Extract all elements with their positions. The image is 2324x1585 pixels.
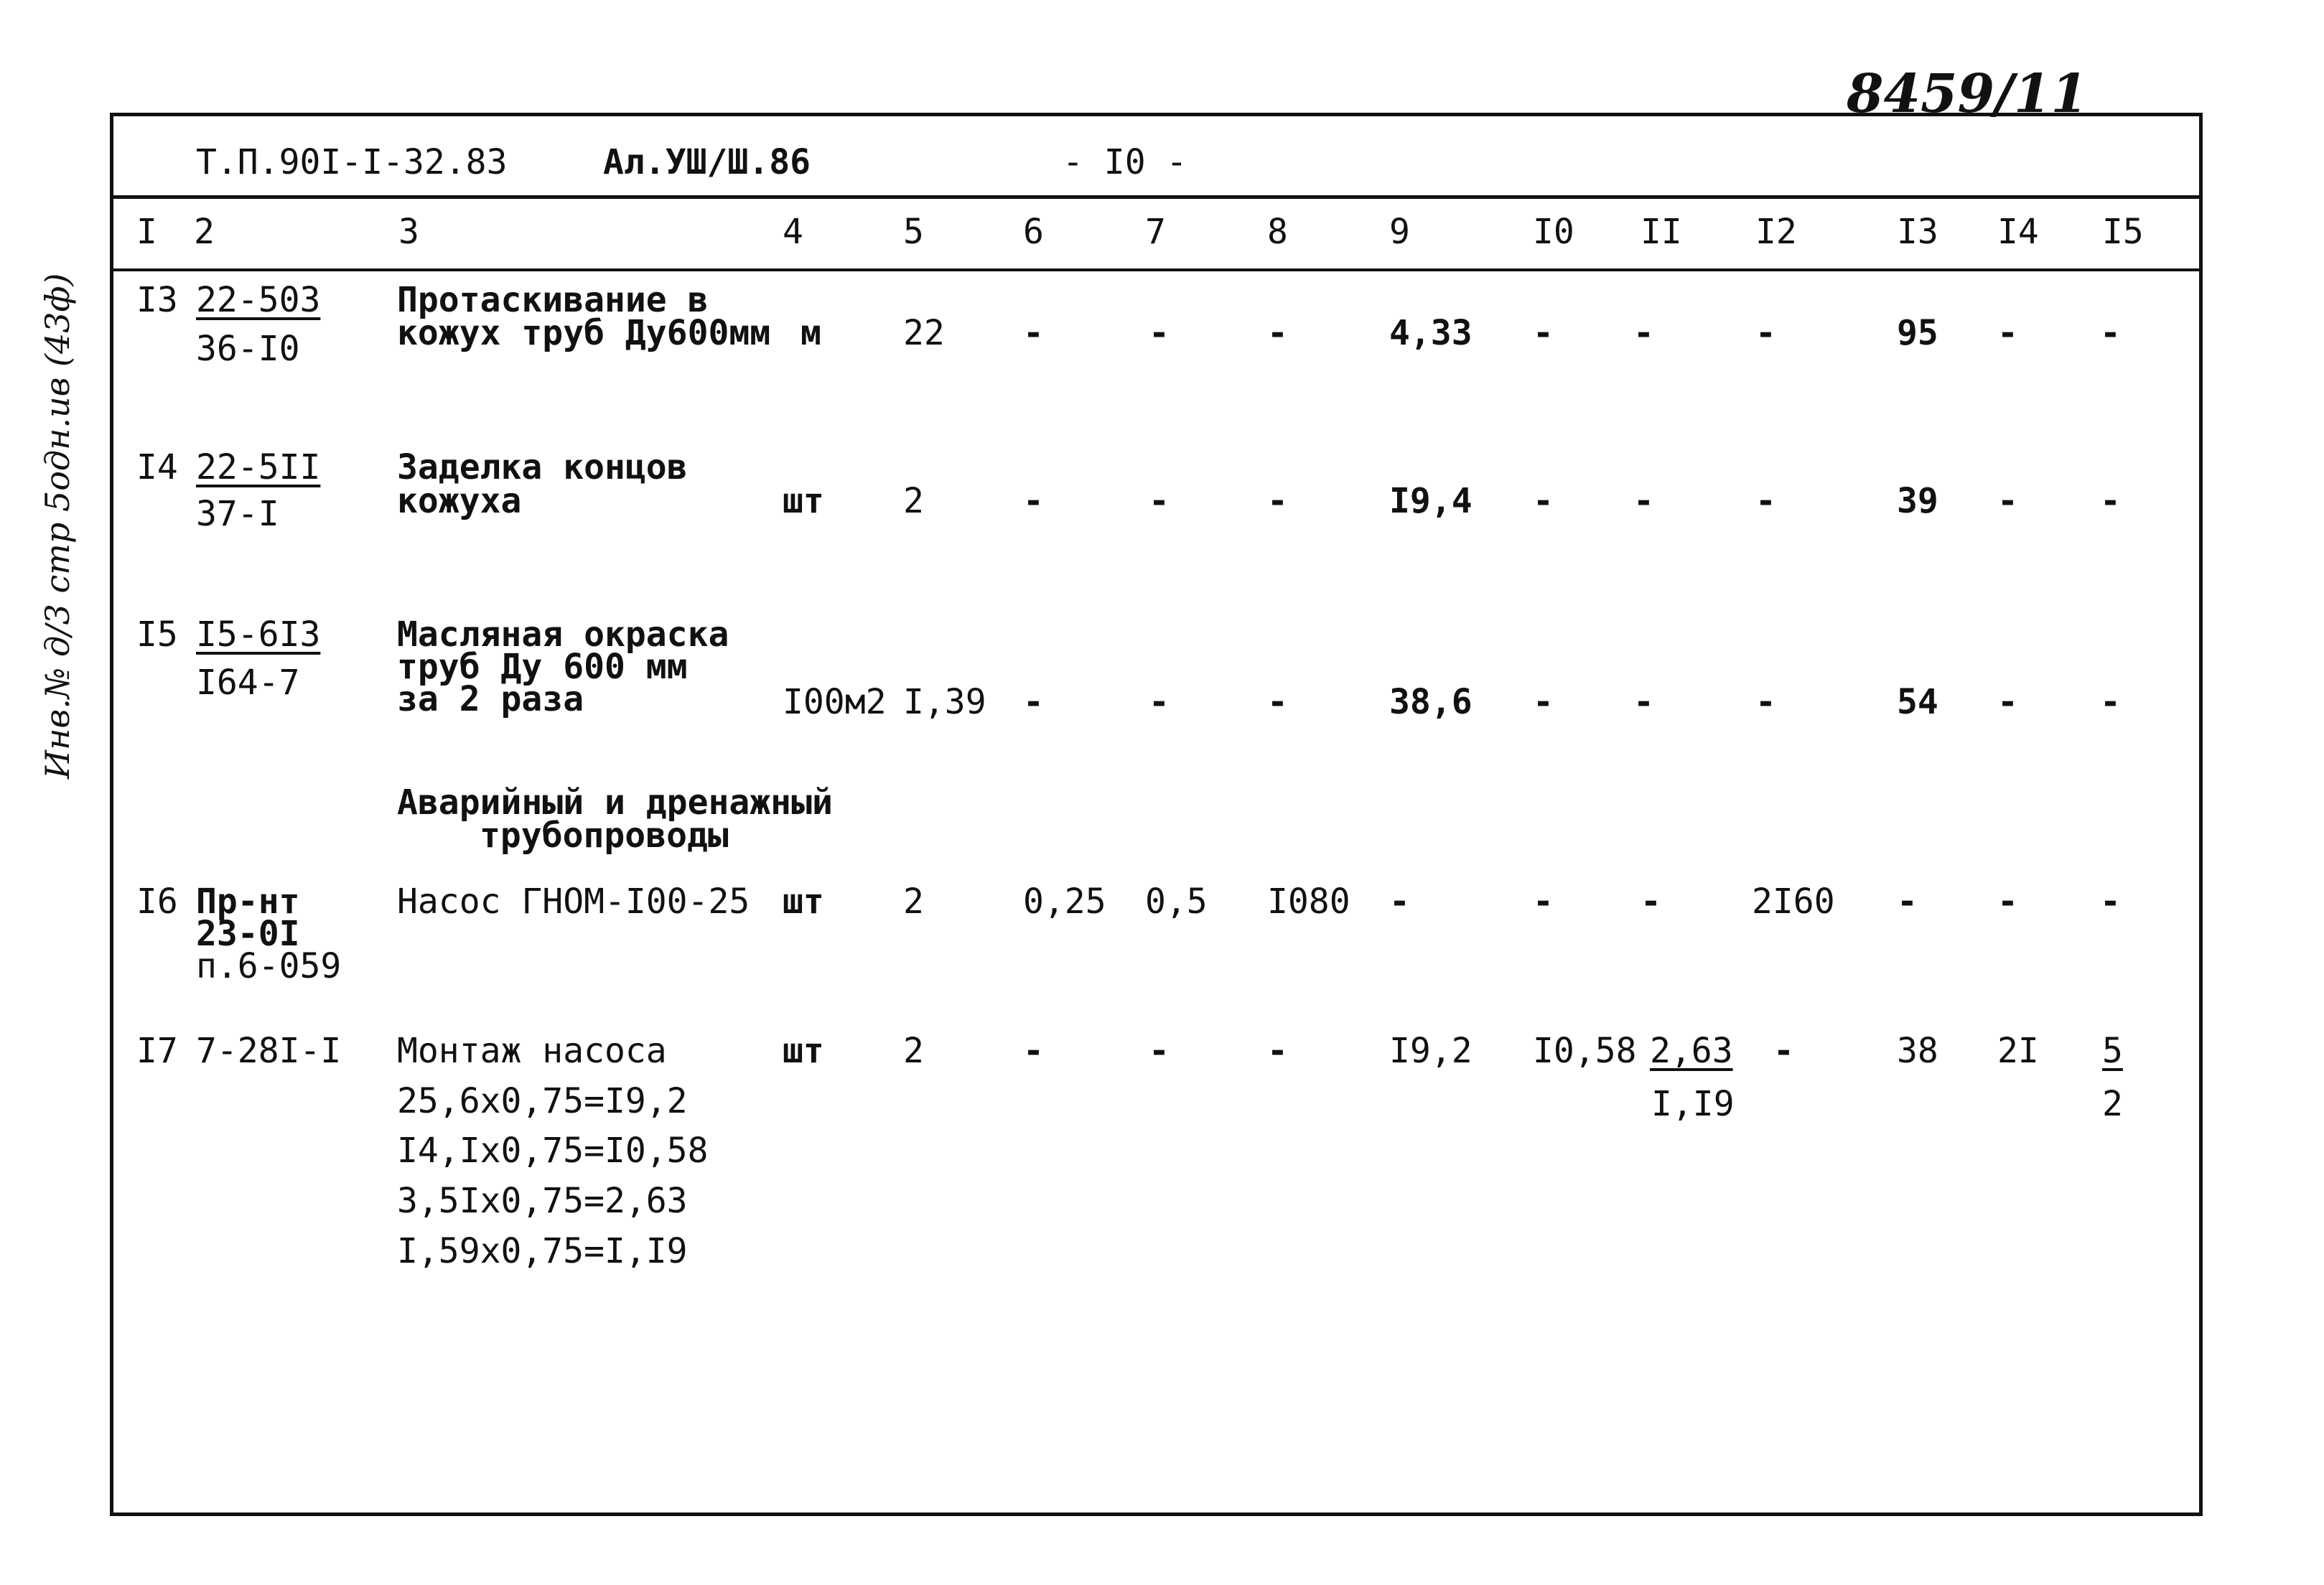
- cell: 54: [1897, 682, 1938, 722]
- cell: -: [2100, 882, 2121, 922]
- cell: -: [1023, 481, 1044, 521]
- norm-code: 7-28I-I: [196, 1031, 342, 1071]
- work-description: кожух труб Ду600мм: [397, 313, 771, 353]
- archive-stamp-number: 8459/11: [1847, 63, 2088, 125]
- header-rule: [110, 195, 2203, 199]
- column-header: 3: [398, 212, 419, 252]
- unit: шт: [783, 1031, 824, 1071]
- column-header: 8: [1267, 212, 1288, 252]
- calculation-line: I4,Iх0,75=I0,58: [397, 1131, 709, 1171]
- cell: 39: [1897, 481, 1938, 521]
- cell: 38,6: [1389, 682, 1473, 722]
- cell: -: [1149, 481, 1170, 521]
- cell: -: [1533, 313, 1554, 353]
- cell: -: [1389, 882, 1410, 922]
- column-header: II: [1641, 212, 1682, 252]
- price-code: 37-I: [196, 494, 279, 534]
- column-header-rule: [110, 268, 2203, 271]
- column-header: 7: [1145, 212, 1166, 252]
- work-description: Заделка концов: [397, 447, 688, 487]
- cell: 5: [2102, 1031, 2123, 1071]
- norm-code: 22-5II: [196, 447, 321, 487]
- cell: 38: [1897, 1031, 1938, 1071]
- work-description: за 2 раза: [397, 679, 584, 719]
- column-header: 9: [1389, 212, 1410, 252]
- cell: -: [2100, 313, 2121, 353]
- column-header: 5: [903, 212, 924, 252]
- row-number: I7: [136, 1031, 178, 1071]
- cell: -: [1533, 481, 1554, 521]
- cell: -: [1755, 682, 1776, 722]
- cell: I0,58: [1533, 1031, 1637, 1071]
- cell: 2I60: [1752, 882, 1835, 922]
- page-number: - I0 -: [1063, 142, 1187, 182]
- column-header: I0: [1533, 212, 1574, 252]
- cell: -: [1755, 313, 1776, 353]
- norm-code: п.6-059: [196, 946, 342, 986]
- cell: -: [1533, 682, 1554, 722]
- calculation-line: I,59х0,75=I,I9: [397, 1231, 688, 1271]
- quantity: 22: [903, 313, 945, 353]
- column-header: I5: [2102, 212, 2144, 252]
- row-number: I6: [136, 882, 178, 922]
- cell: 95: [1897, 313, 1938, 353]
- column-header: 4: [783, 212, 803, 252]
- row-number: I3: [136, 280, 178, 320]
- calculation-line: 25,6х0,75=I9,2: [397, 1081, 688, 1121]
- cell: I,I9: [1651, 1084, 1735, 1124]
- cell: 2I: [1997, 1031, 2039, 1071]
- cell: -: [1633, 313, 1654, 353]
- doc-code: Т.П.90I-I-32.83: [196, 142, 508, 182]
- cell: 2,63: [1650, 1031, 1733, 1071]
- work-description: Монтаж насоса: [397, 1031, 667, 1071]
- calculation-line: 3,5Iх0,75=2,63: [397, 1181, 688, 1221]
- unit: м: [801, 313, 821, 353]
- work-description: Масляная окраска: [397, 614, 729, 655]
- side-margin-note: Инв.№ д/3 стр 5одн.ив (43ф): [38, 273, 77, 779]
- row-number: I5: [136, 614, 178, 655]
- cell: -: [1773, 1031, 1794, 1071]
- cell: -: [1897, 882, 1918, 922]
- unit: I00м2: [783, 682, 887, 722]
- cell: I080: [1267, 882, 1350, 922]
- column-header: I4: [1997, 212, 2039, 252]
- price-code: 36-I0: [196, 329, 300, 369]
- cell: 4,33: [1389, 313, 1473, 353]
- cell: -: [1533, 882, 1554, 922]
- norm-code: 23-0I: [196, 914, 300, 954]
- cell: -: [2100, 682, 2121, 722]
- column-header: 2: [194, 212, 215, 252]
- cell: 0,25: [1023, 882, 1106, 922]
- cell: -: [1149, 682, 1170, 722]
- cell: 2: [2102, 1084, 2123, 1124]
- norm-code: I5-6I3: [196, 614, 321, 655]
- section-title: Аварийный и дренажный: [397, 782, 833, 823]
- cell: -: [1997, 882, 2018, 922]
- work-description: кожуха: [397, 481, 522, 521]
- work-description: Протаскивание в: [397, 280, 709, 320]
- work-description: труб Ду 600 мм: [397, 647, 688, 687]
- norm-code: Пр-нт: [196, 882, 300, 922]
- column-header: I2: [1755, 212, 1797, 252]
- quantity: 2: [903, 882, 924, 922]
- column-header: I3: [1897, 212, 1938, 252]
- cell: -: [1149, 1031, 1170, 1071]
- column-header: 6: [1023, 212, 1044, 252]
- cell: -: [1267, 313, 1288, 353]
- cell: I9,2: [1389, 1031, 1473, 1071]
- cell: -: [1267, 1031, 1288, 1071]
- cell: -: [1633, 682, 1654, 722]
- unit: шт: [783, 481, 824, 521]
- cell: -: [1755, 481, 1776, 521]
- unit: шт: [783, 882, 824, 922]
- column-header: I: [136, 212, 157, 252]
- cell: -: [1267, 481, 1288, 521]
- quantity: I,39: [903, 682, 986, 722]
- cell: -: [1149, 313, 1170, 353]
- price-code: I64-7: [196, 663, 300, 703]
- cell: -: [1023, 682, 1044, 722]
- cell: -: [1641, 882, 1661, 922]
- cell: -: [1023, 1031, 1044, 1071]
- album-code: Ал.УШ/Ш.86: [603, 142, 811, 182]
- section-title: трубопроводы: [480, 815, 729, 856]
- cell: -: [1267, 682, 1288, 722]
- cell: -: [1633, 481, 1654, 521]
- cell: -: [1997, 481, 2018, 521]
- quantity: 2: [903, 481, 924, 521]
- cell: -: [1997, 682, 2018, 722]
- norm-code: 22-503: [196, 280, 321, 320]
- work-description: Насос ГНОМ-I00-25: [397, 882, 750, 922]
- cell: -: [1997, 313, 2018, 353]
- row-number: I4: [136, 447, 178, 487]
- quantity: 2: [903, 1031, 924, 1071]
- cell: I9,4: [1389, 481, 1473, 521]
- cell: -: [2100, 481, 2121, 521]
- cell: -: [1023, 313, 1044, 353]
- cell: 0,5: [1145, 882, 1208, 922]
